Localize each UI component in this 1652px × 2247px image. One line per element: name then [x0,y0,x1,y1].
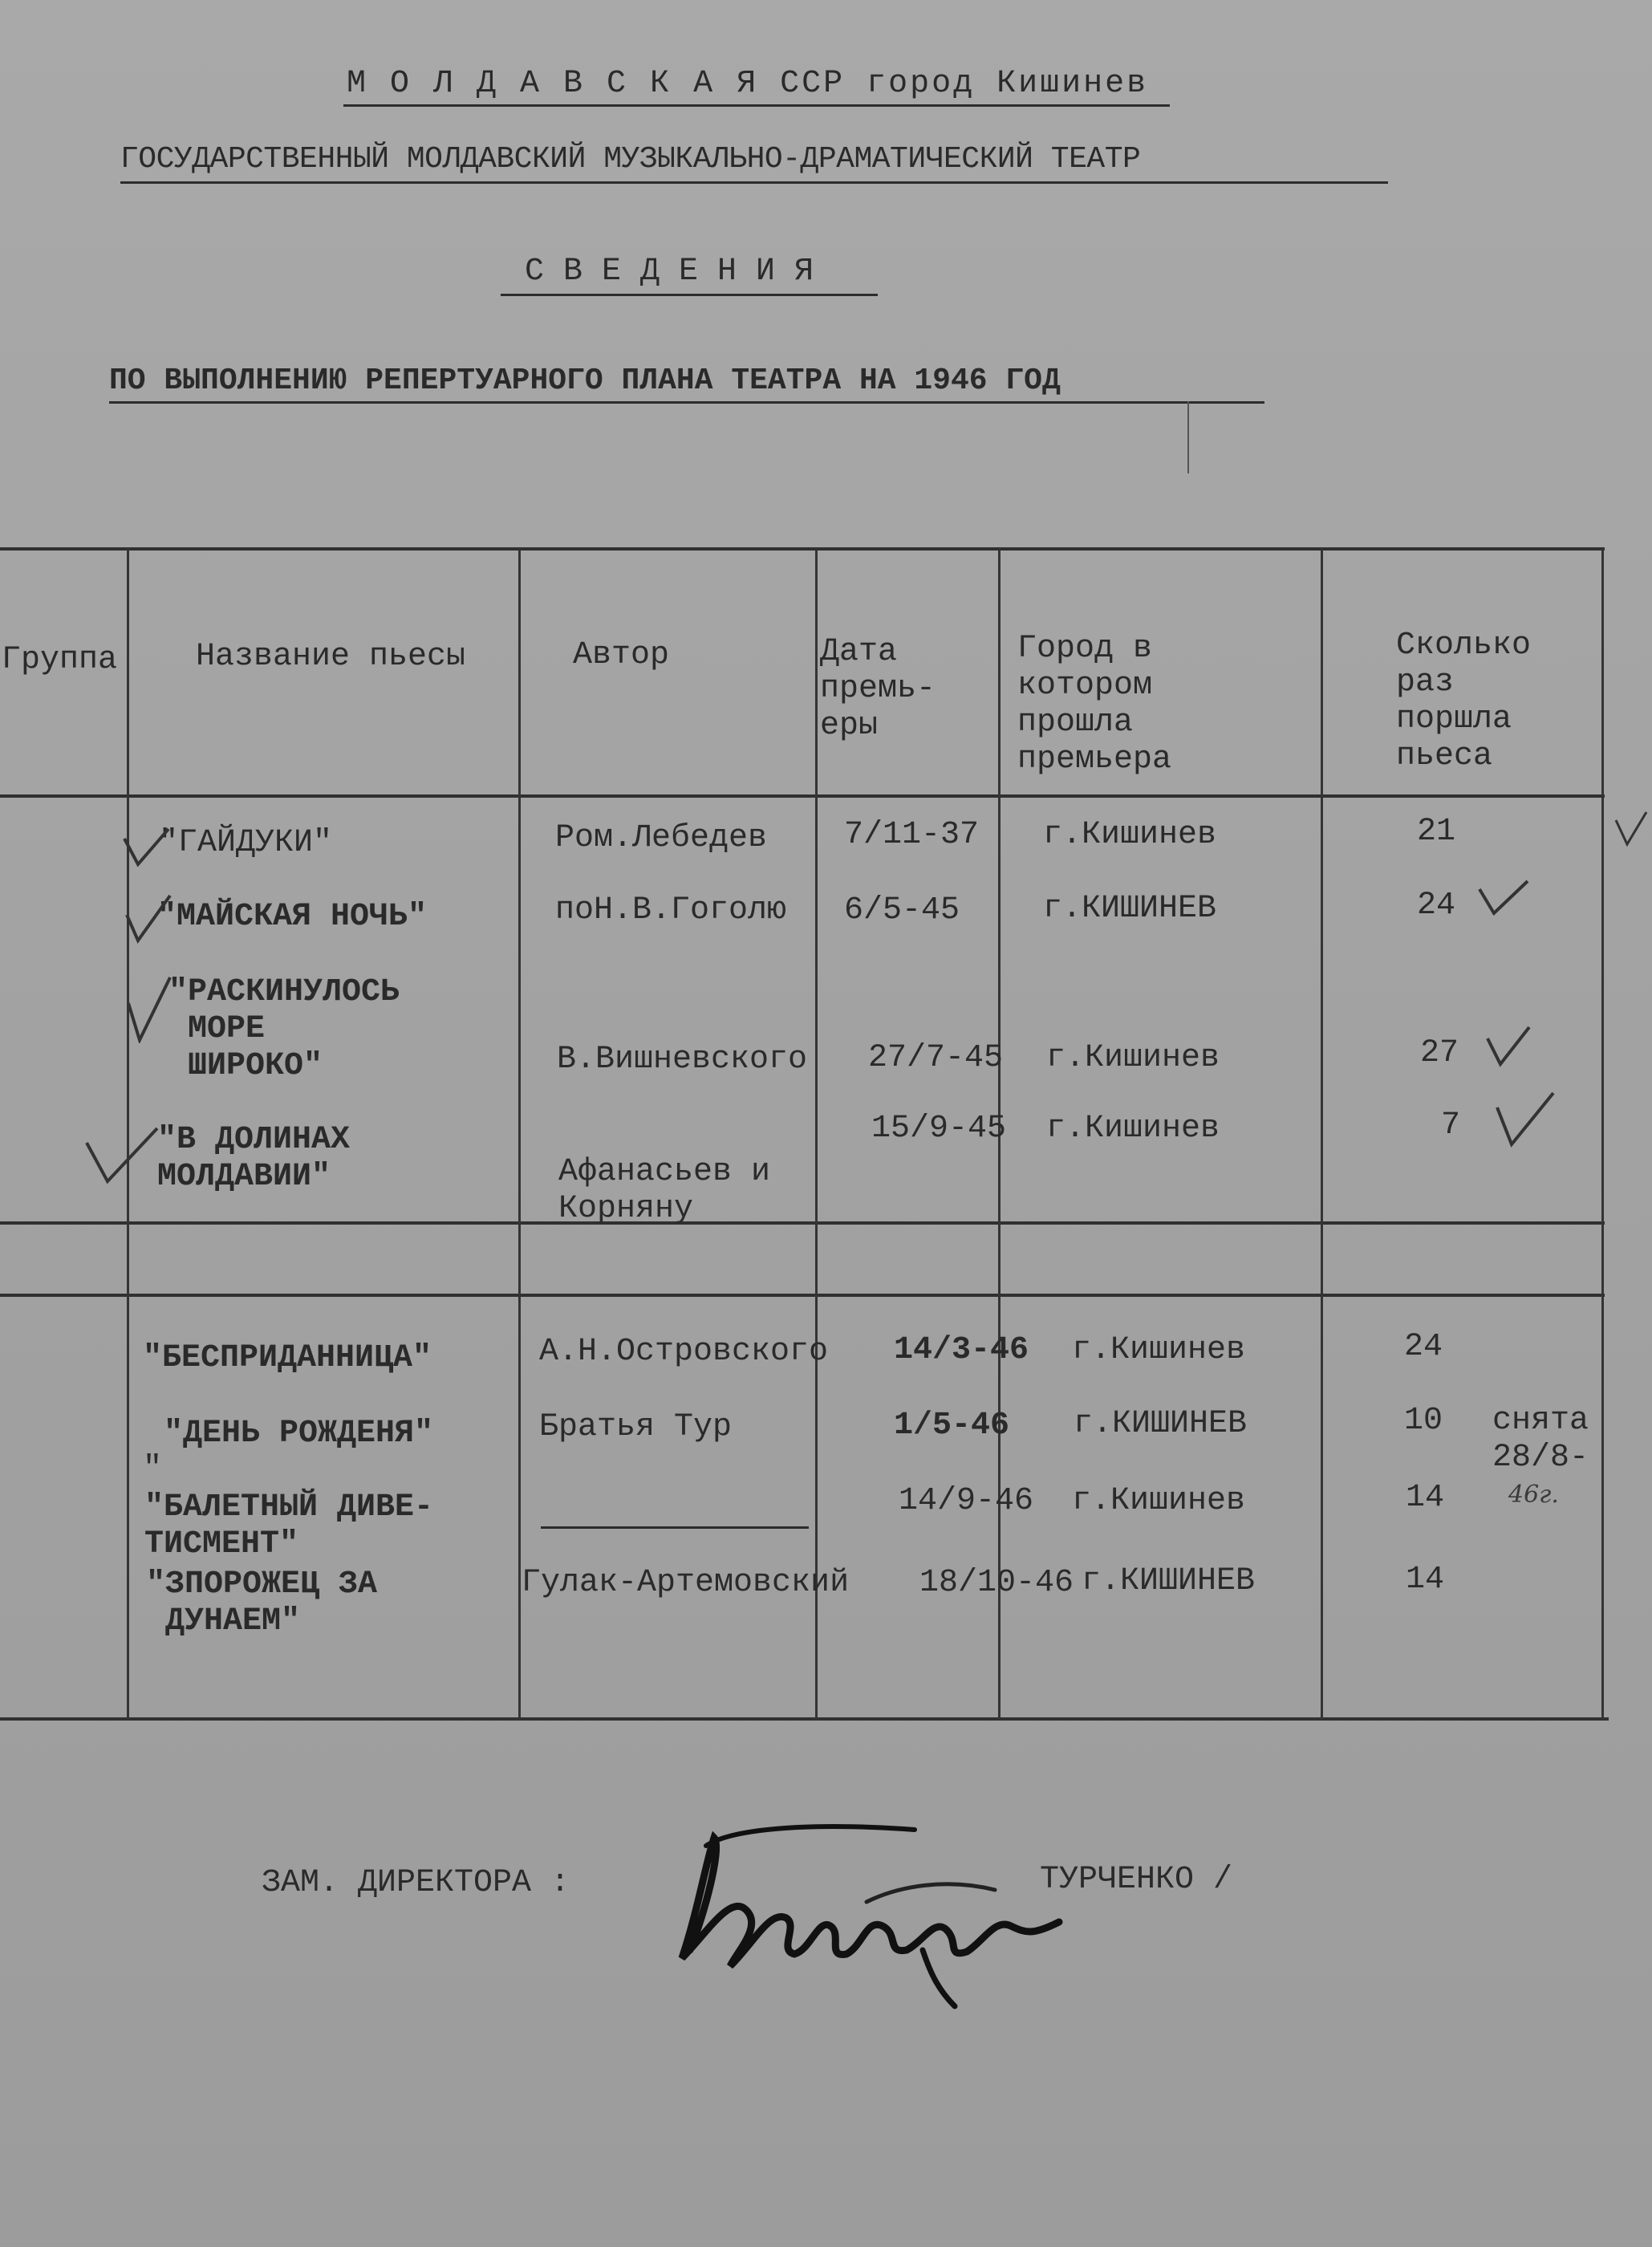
document-title-underline [501,294,878,296]
row-play: "ДЕНЬ РОЖДЕНЯ" [164,1416,434,1452]
row-play: "В ДОЛИНАХ МОЛДАВИИ" [157,1122,351,1195]
checkmark-icon [80,1122,168,1186]
row-city: г.КИШИНЕВ [1074,1406,1248,1442]
table-col-divider-2 [518,549,521,1719]
row-count: 7 [1441,1107,1461,1144]
header-line1: М О Л Д А В С К А Я ССР город Кишинев [347,66,1149,102]
table-bottom-border [0,1717,1609,1721]
checkmark-icon [1484,1024,1532,1069]
checkmark-icon [120,823,185,871]
row-play: "ЗПОРОЖЕЦ ЗА ДУНАЕМ" [146,1566,378,1640]
row-author: Ром.Лебедев [555,820,768,856]
signature-name: ТУРЧЕНКО / [1040,1862,1233,1898]
signature-role: ЗАМ. ДИРЕКТОРА : [262,1865,570,1901]
row-city: г.КИШИНЕВ [1082,1563,1256,1599]
row-city: г.КИШИНЕВ [1043,891,1217,927]
row-date: 1/5-46 [894,1408,1010,1444]
row-date: 7/11-37 [844,817,980,853]
table-group2-top-border [0,1294,1605,1297]
row-date: 27/7-45 [868,1040,1004,1076]
row-date: 15/9-45 [871,1111,1007,1147]
document-subtitle: ПО ВЫПОЛНЕНИЮ РЕПЕРТУАРНОГО ПЛАНА ТЕАТРА НА 1946 ГОД [109,364,1061,398]
header-date: Дата премь- еры [820,634,936,744]
table-top-border [0,547,1605,551]
document-title: С В Е Д Е Н И Я [525,254,814,290]
table-right-border [1601,549,1604,1719]
row-play: "ГАЙДУКИ" [159,825,333,861]
row-count: 21 [1417,814,1456,850]
row-count: 14 [1406,1562,1445,1598]
checkmark-icon [120,971,185,1043]
row-author: поН.В.Гоголю [555,892,787,928]
row-count: 10 [1404,1403,1443,1439]
row-author: Афанасьев и Корняну [558,1154,771,1227]
row-count: 14 [1406,1480,1445,1516]
table-header-bottom-border [0,794,1605,798]
row-author: В.Вишневского [557,1042,808,1078]
row-author: А.Н.Островского [539,1334,829,1370]
handwritten-signature [658,1814,1075,2022]
row-date: 18/10-46 [919,1565,1074,1601]
checkmark-icon [1613,809,1649,849]
row-count: 27 [1420,1035,1459,1071]
row-city: г.Кишинев [1043,817,1217,853]
row-note: снята 28/8- [1492,1403,1589,1476]
pen-mark [1187,401,1189,473]
header-line2: ГОСУДАРСТВЕННЫЙ МОЛДАВСКИЙ МУЗЫКАЛЬНО-ДРАМАТИЧЕСКИЙ ТЕАТР [120,142,1141,177]
table-group1-bottom-border [0,1221,1605,1225]
header-author: Автор [573,637,670,673]
header-city: Город в котором прошла премьера [1017,631,1172,778]
handwritten-year-note: 46г. [1508,1481,1559,1509]
header-play: Название пьесы [196,639,466,675]
row-play: "МАЙСКАЯ НОЧЬ" [157,899,428,935]
document-subtitle-underline [109,401,1264,404]
row-author: Гулак-Артемовский [522,1565,850,1601]
row-count: 24 [1417,888,1456,924]
author-blank-line [541,1526,809,1529]
row-play: "РАСКИНУЛОСЬ МОРЕ ШИРОКО" [168,974,400,1084]
header-line2-underline [120,181,1388,184]
header-line1-underline [343,104,1170,107]
header-count: Сколько раз поршла пьеса [1396,628,1532,774]
row-play: "БЕСПРИДАННИЦА" [143,1340,432,1376]
row-date: 14/3-46 [894,1332,1029,1368]
row-city: г.Кишинев [1046,1111,1220,1147]
checkmark-icon [120,891,185,947]
checkmark-icon [1476,878,1532,918]
row-city: г.Кишинев [1046,1040,1220,1076]
row-play: "БАЛЕТНЫЙ ДИВЕ- ТИСМЕНТ" [144,1489,434,1562]
table-col-divider-3 [815,549,818,1719]
ditto-mark: " [143,1451,163,1487]
row-city: г.Кишинев [1072,1483,1246,1519]
row-author: Братья Тур [539,1409,733,1445]
checkmark-icon [1492,1088,1557,1149]
table-col-divider-5 [1321,549,1323,1719]
row-count: 24 [1404,1329,1443,1365]
row-date: 6/5-45 [844,892,960,928]
row-city: г.Кишинев [1072,1332,1246,1368]
header-group: Группа [2,642,118,678]
row-date: 14/9-46 [899,1483,1034,1519]
